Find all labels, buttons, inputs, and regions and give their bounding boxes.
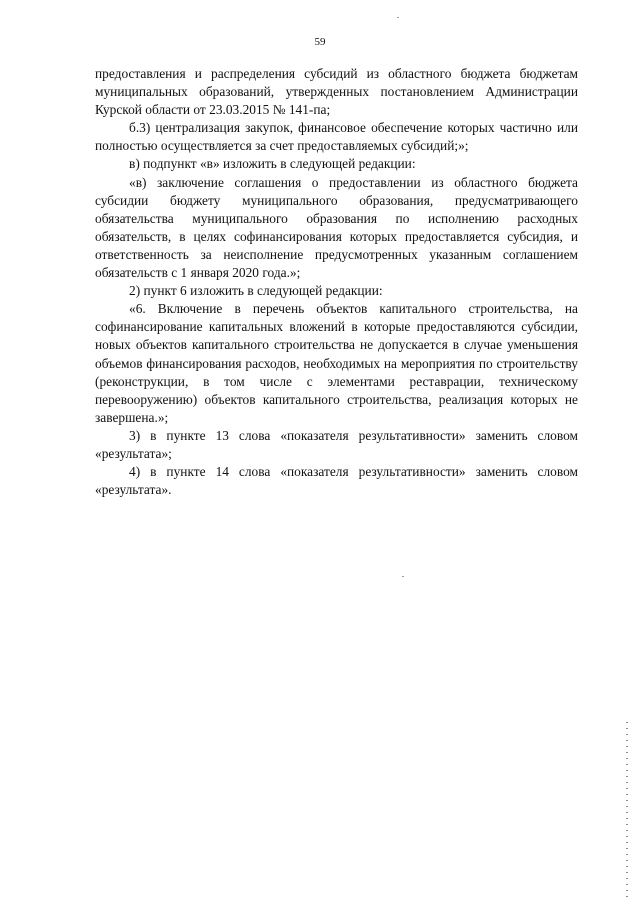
paragraph-continuation: предоставления и распределения субсидий из областного бюджета бюджетам муниципальных образований, утвержденных постановлением Администрации Курской области от 23.03.2015 № 141-па; <box>95 66 578 118</box>
paragraph-point-14: 4) в пункте 14 слова «показателя результативности» заменить словом «результата». <box>95 464 578 498</box>
scan-speck-top <box>397 17 399 18</box>
scan-speck-middle <box>402 576 404 577</box>
paragraph-b3: б.3) централизация закупок, финансовое обеспечение которых частично или полностью осуществляется за счет предоставляемых субсидий;»; <box>95 120 578 154</box>
paragraph-point-6-heading: 2) пункт 6 изложить в следующей редакции: <box>129 283 383 299</box>
paragraph-point-6-text: «6. Включение в перечень объектов капитального строительства, на софинансирование капитальных вложений в которые предоставляются субсидии, новых объектов капитального строительства не допускается в случае уменьшения объемов финансирования расходов, необходимых на мероприятия по строительству (реконструкции, в том числе с элементами реставрации, техническому перевооружению) объектов капитального строительства, реализация которых не завершена.»; <box>95 301 578 425</box>
scan-edge-ticks <box>626 722 628 898</box>
paragraph-subpoint-v-text: «в) заключение соглашения о предоставлении из областного бюджета субсидии бюджету муниципального образования, предусматривающего обязательства муниципального образования по исполнению расходных обязательств, в целях софинансирования которых предоставляется субсидия, и ответственность за неисполнение предусмотренных указанным соглашением обязательств с 1 января 2020 года.»; <box>95 174 578 281</box>
paragraph-point-13: 3) в пункте 13 слова «показателя результативности» заменить словом «результата»; <box>95 427 578 461</box>
page-number: 59 <box>314 36 326 48</box>
document-body <box>95 65 578 499</box>
paragraph-subpoint-v-heading: в) подпункт «в» изложить в следующей редакции: <box>129 156 416 172</box>
